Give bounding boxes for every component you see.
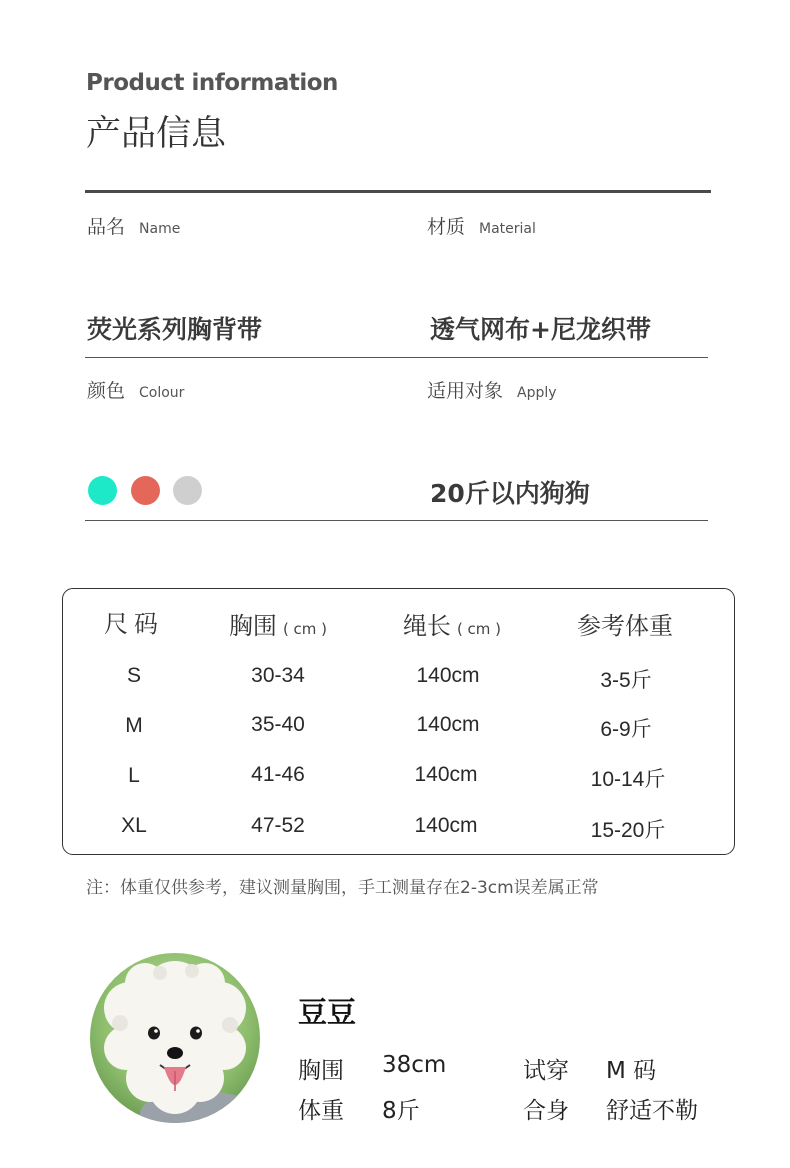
weight-value: 8斤: [382, 1098, 420, 1124]
colour-label-cn: 颜色: [87, 380, 126, 402]
measurement-note: 注：体重仅供参考，建议测量胸围，手工测量存在2-3cm误差属正常: [86, 878, 599, 898]
dog-name: 豆豆: [298, 995, 357, 1029]
table-cell: 30-34: [251, 664, 305, 687]
title-en: Product information: [86, 70, 338, 96]
row-divider: [85, 357, 708, 358]
table-header-weight: [545, 606, 705, 641]
trial-label: 试穿: [523, 1058, 569, 1084]
fit-value: 舒适不勒: [606, 1098, 698, 1124]
table-cell: L: [128, 764, 140, 787]
colour-swatch-teal[interactable]: [88, 476, 117, 505]
table-cell: 140cm: [416, 713, 480, 736]
table-header-label: 胸围: [228, 612, 277, 640]
table-cell: 41-46: [251, 763, 305, 786]
table-header-label: 参考体重: [577, 612, 673, 640]
weight-label: 体重: [298, 1098, 344, 1124]
material-label-cn: 材质: [427, 216, 466, 238]
colour-swatch-grey[interactable]: [173, 476, 202, 505]
table-header-chest: [198, 606, 358, 641]
name-label: [87, 212, 180, 239]
table-cell: 140cm: [414, 814, 478, 837]
colour-label-en: Colour: [139, 385, 185, 401]
title-cn: 产品信息: [86, 114, 227, 154]
table-header-label: 绳长: [402, 612, 451, 640]
table-cell: 47-52: [251, 814, 305, 837]
chest-value: 38cm: [382, 1052, 447, 1078]
table-cell: 3-5斤: [600, 669, 652, 692]
row-divider: [85, 520, 708, 521]
chest-label: 胸围: [298, 1058, 344, 1084]
apply-label: [427, 376, 557, 403]
table-cell: 140cm: [416, 664, 480, 687]
name-label-cn: 品名: [87, 216, 126, 238]
dog-illustration: [90, 953, 260, 1123]
table-header-unit: ( cm ): [456, 620, 502, 638]
table-cell: 10-14斤: [590, 768, 666, 791]
apply-label-en: Apply: [517, 385, 557, 401]
table-cell: 140cm: [414, 763, 478, 786]
fit-label: 合身: [523, 1098, 569, 1124]
table-cell: 6-9斤: [600, 718, 652, 741]
apply-value: 20斤以内狗狗: [430, 479, 590, 508]
table-header-label: 尺码: [104, 610, 164, 638]
colour-swatch-red[interactable]: [131, 476, 160, 505]
table-cell: 15-20斤: [590, 819, 666, 842]
table-cell: M: [125, 714, 143, 737]
trial-value: M 码: [606, 1058, 657, 1084]
name-label-en: Name: [139, 221, 181, 237]
header-divider: [85, 190, 711, 193]
name-value: 荧光系列胸背带: [87, 315, 263, 344]
colour-label: [87, 376, 184, 403]
apply-label-cn: 适用对象: [427, 380, 504, 402]
dog-photo: [90, 953, 260, 1123]
table-header-size: [54, 604, 214, 639]
material-label-en: Material: [479, 221, 536, 237]
table-cell: XL: [121, 814, 147, 837]
table-header-leash: [372, 606, 532, 641]
table-cell: S: [126, 664, 141, 687]
material-label: [427, 212, 536, 239]
material-value: 透气网布+尼龙织带: [430, 315, 651, 344]
table-cell: 35-40: [251, 713, 305, 736]
table-header-unit: ( cm ): [282, 620, 328, 638]
